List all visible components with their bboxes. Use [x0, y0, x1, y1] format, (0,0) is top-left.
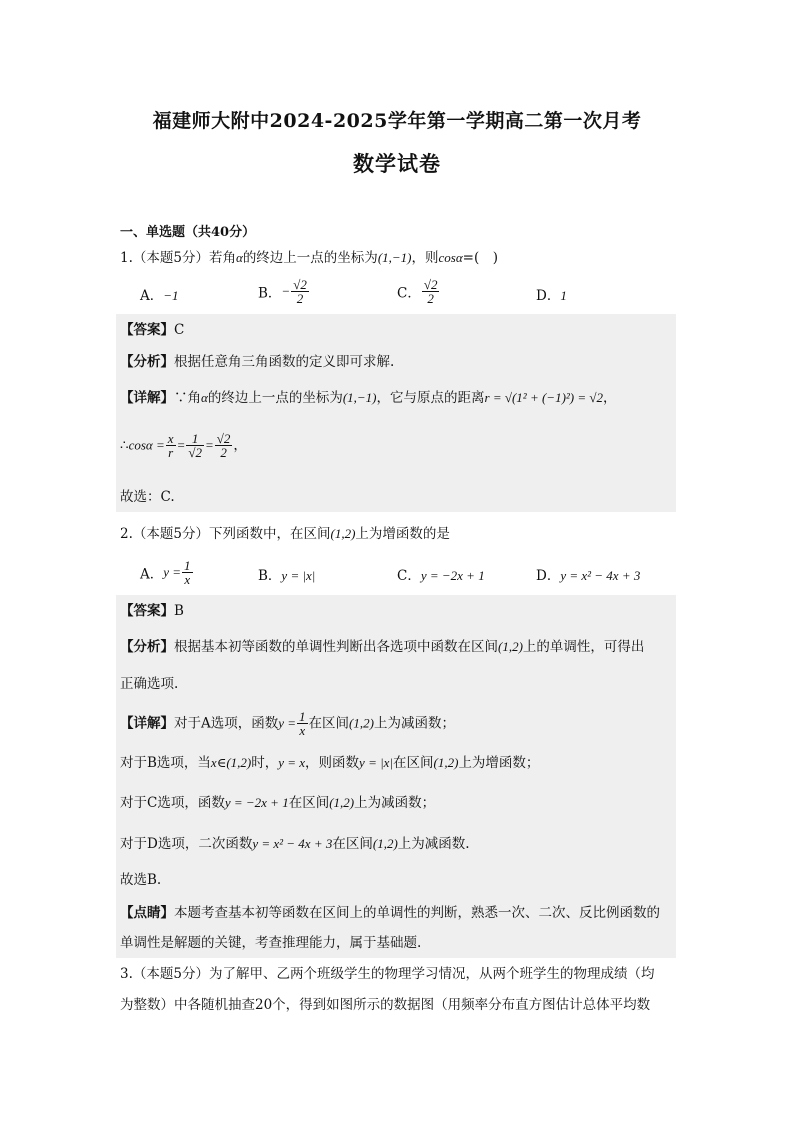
q1-analysis: 【分析】根据任意角三角函数的定义即可求解.	[120, 354, 395, 370]
q1-option-a: A．−1	[140, 288, 179, 304]
q2-choose: 故选B.	[120, 872, 162, 888]
exam-subtitle: 数学试卷	[353, 151, 441, 176]
q1-choose: 故选：C.	[120, 489, 175, 505]
q2-comment-line1: 【点睛】本题考查基本初等函数在区间上的单调性的判断，熟悉一次、二次、反比例函数的	[120, 905, 660, 921]
q2-comment-line2: 单调性是解题的关键，考查推理能力，属于基础题.	[120, 935, 422, 951]
q2-option-a: A．y = $\frac{1}{x}$	[140, 558, 191, 587]
q1-option-d: D．1	[536, 288, 567, 304]
q2-detail-line2: 对于B选项，当x∈(1,2)时，y = x，则函数y = |x|在区间(1,2)上为增函数；	[120, 755, 540, 771]
exam-title: 福建师大附中2024-2025学年第一学期高二第一次月考	[152, 110, 642, 132]
q1-stem: 1.（本题5分）若角α的终边上一点的坐标为(1,−1)，则cosα=( )	[120, 250, 499, 266]
q2-option-c: C．y = −2x + 1	[397, 568, 485, 584]
q2-detail-line1: 【详解】对于A选项，函数y = $\frac{1}{x}$ 在区间(1,2)上为减函数；	[120, 709, 455, 738]
q2-answer: 【答案】B	[120, 603, 184, 619]
q1-detail-line2: ∴cosα = $\frac{x}{r}$ = $\frac{1}{√2}$ = $\frac{√2}{2}$ ，	[120, 431, 247, 460]
q1-solution-box	[116, 314, 676, 512]
q2-option-b: B．y = |x|	[258, 568, 316, 584]
q2-detail-line3: 对于C选项，函数y = −2x + 1在区间(1,2)上为减函数；	[120, 795, 436, 811]
q1-answer: 【答案】C	[120, 322, 185, 338]
q2-analysis-line1: 【分析】根据基本初等函数的单调性判断出各选项中函数在区间(1,2)上的单调性，可得出	[120, 639, 645, 655]
q3-stem-line2: 为整数）中各随机抽查20个，得到如图所示的数据图（用频率分布直方图估计总体平均数	[120, 997, 651, 1013]
q1-detail-line1: 【详解】∵角α的终边上一点的坐标为(1,−1)，它与原点的距离r = √(1² + (−1)²) = √2，	[120, 390, 617, 406]
section-heading: 一、单选题（共40分）	[120, 225, 256, 240]
q2-analysis-line2: 正确选项.	[120, 676, 179, 692]
q2-stem: 2.（本题5分）下列函数中，在区间(1,2)上为增函数的是	[120, 526, 450, 542]
q1-option-c: C． $\frac{√2}{2}$	[397, 277, 438, 306]
q2-option-d: D．y = x² − 4x + 3	[536, 568, 641, 584]
q3-stem-line1: 3.（本题5分）为了解甲、乙两个班级学生的物理学习情况，从两个班学生的物理成绩（均	[120, 966, 655, 982]
q2-detail-line4: 对于D选项，二次函数y = x² − 4x + 3在区间(1,2)上为减函数.	[120, 836, 470, 852]
q1-option-b: B．− $\frac{√2}{2}$	[258, 277, 307, 306]
